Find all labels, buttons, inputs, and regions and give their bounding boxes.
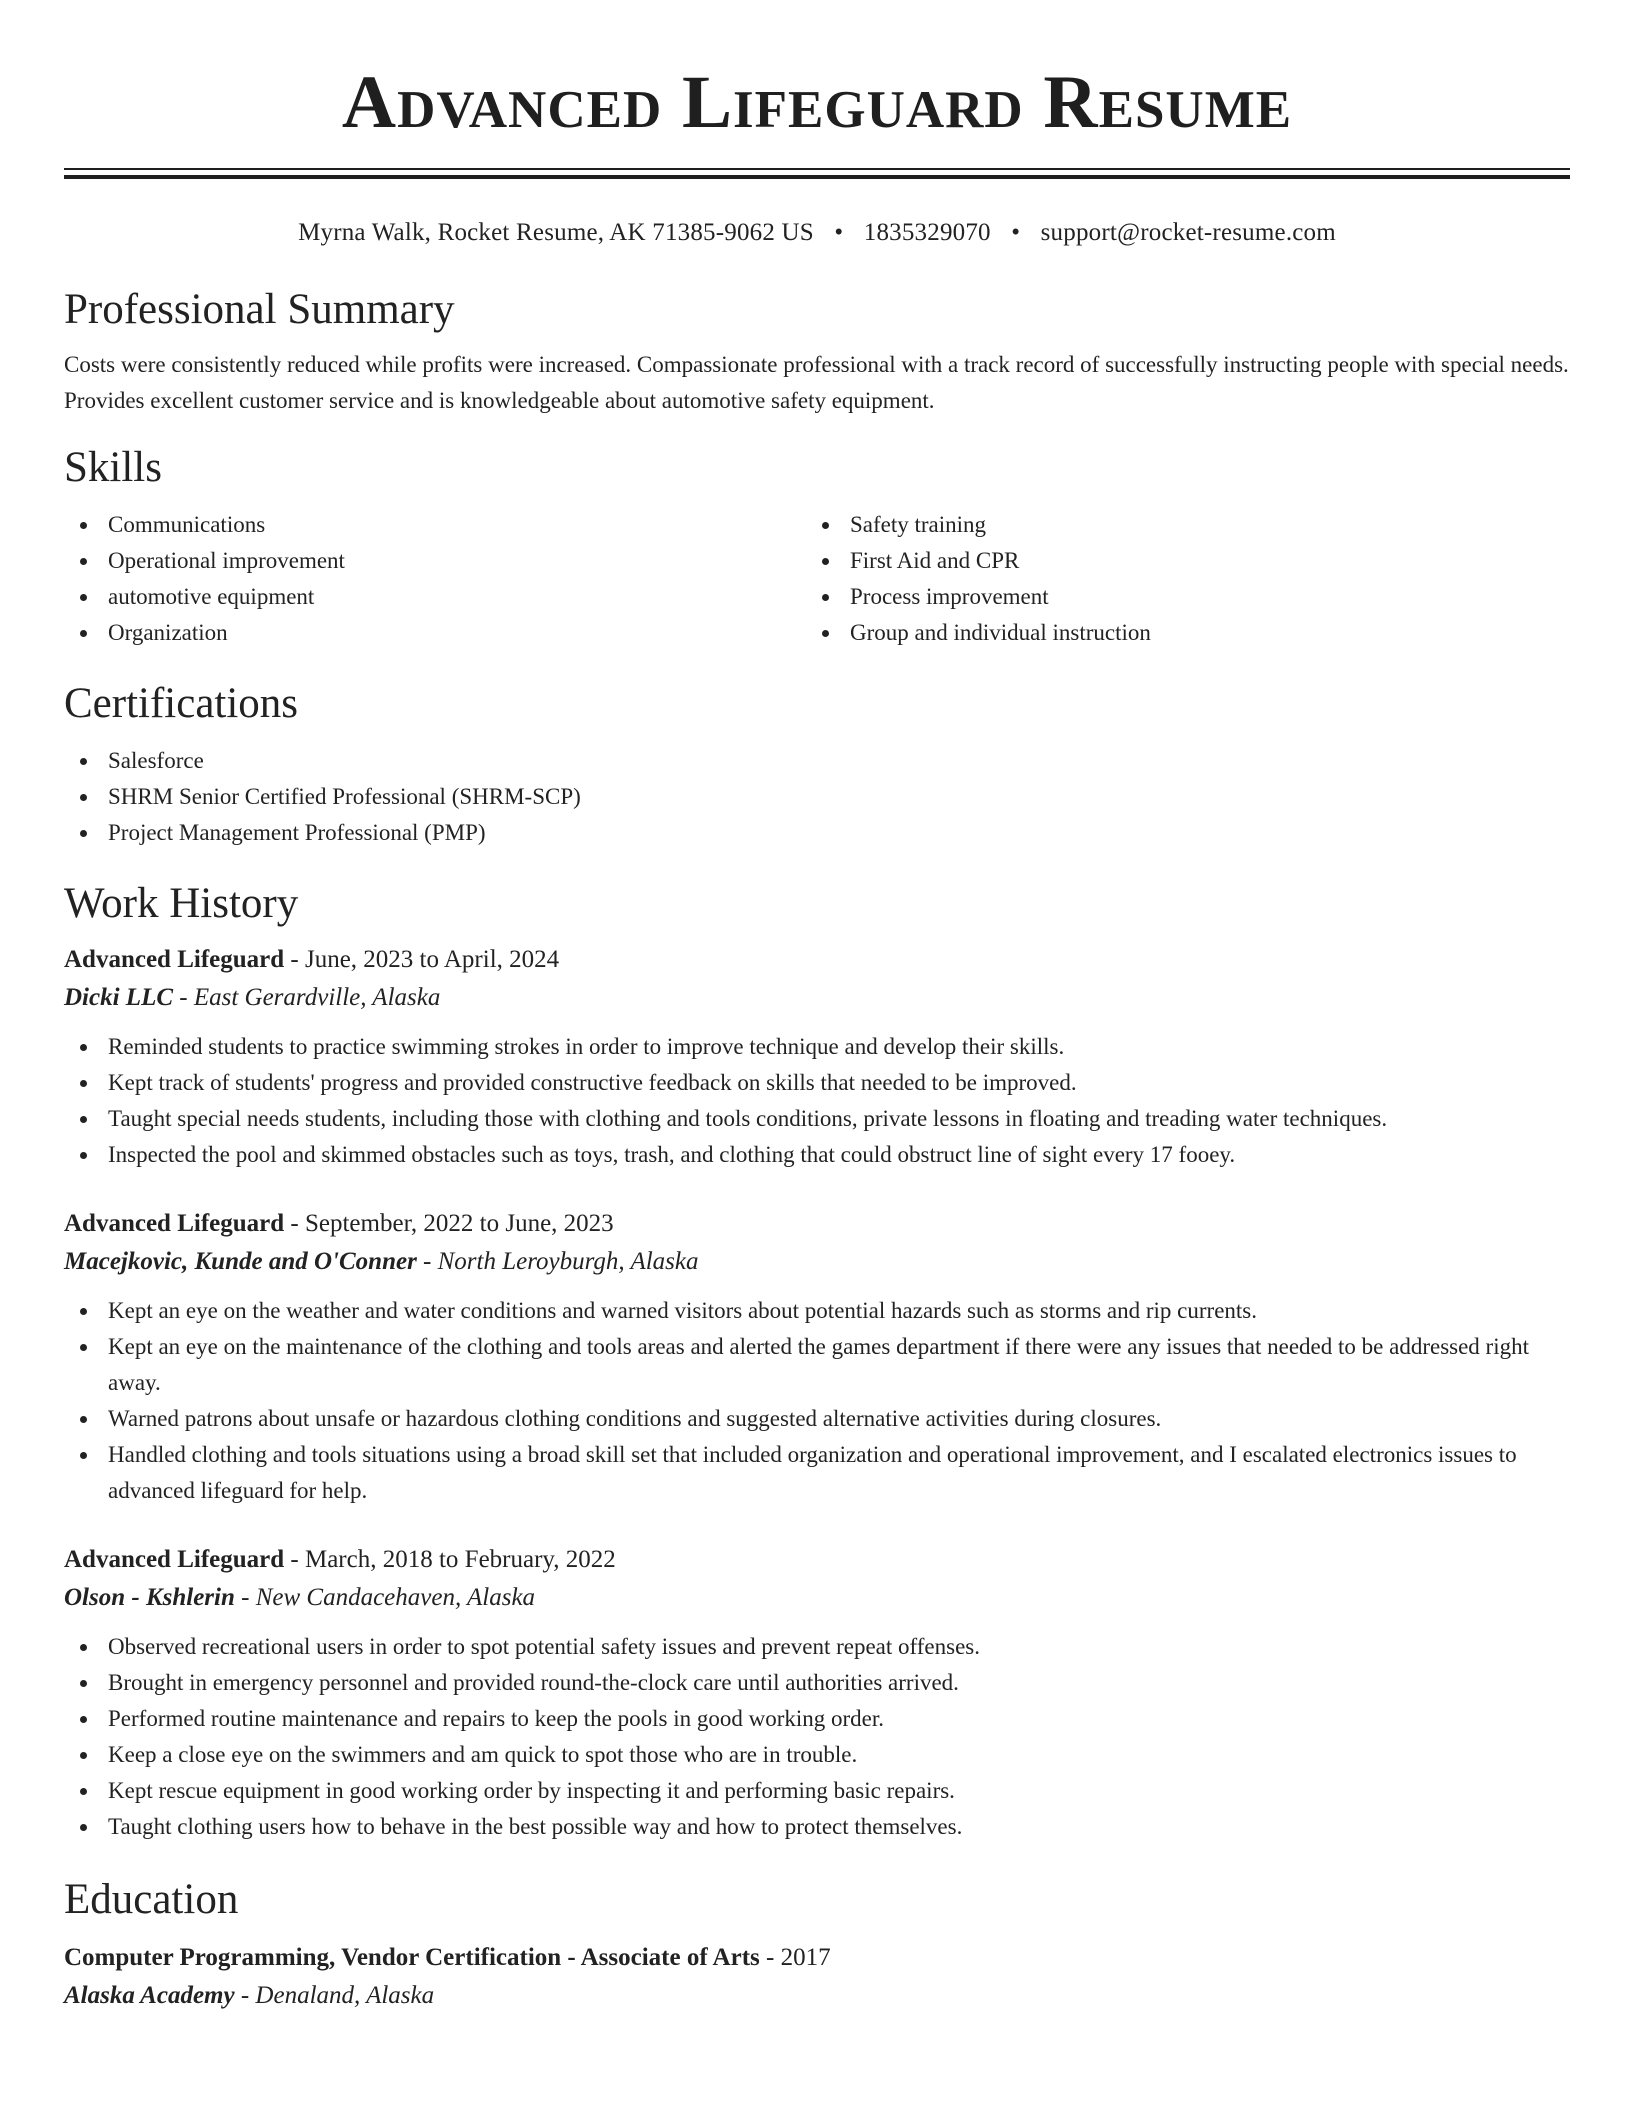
contact-separator: • [1011,219,1021,246]
job-title: Advanced Lifeguard [64,946,285,973]
skill-item: Safety training [806,507,1548,543]
job-dates: - March, 2018 to February, 2022 [284,1546,616,1573]
contact-address: Myrna Walk, Rocket Resume, AK 71385-9062 US [298,219,814,246]
job-location: - New Candacehaven, Alaska [234,1584,536,1611]
skill-item: automotive equipment [64,579,806,615]
job-company: Dicki LLC [64,984,174,1011]
certifications-section [64,677,1570,851]
certification-item: Salesforce [64,743,1570,779]
job-duty: Warned patrons about unsafe or hazardous clothing conditions and suggested alternative activities during closures. [64,1401,1570,1437]
job-employer [64,1243,1570,1281]
education-school: Alaska Academy [64,1982,235,2009]
skill-item: Operational improvement [64,543,806,579]
skill-item: Process improvement [806,579,1548,615]
work-history-section [64,877,1570,1845]
job-entry [64,1541,1570,1845]
job-dates: - June, 2023 to April, 2024 [284,946,560,973]
contact-email: support@rocket-resume.com [1040,219,1336,246]
certification-item: SHRM Senior Certified Professional (SHRM-SCP) [64,779,1570,815]
job-duty: Kept an eye on the maintenance of the clothing and tools areas and alerted the games department if there were any issues that needed to be addressed right away. [64,1329,1570,1401]
skills-list-left [64,507,806,651]
summary-section [64,283,1570,419]
job-duties [64,1029,1570,1173]
skill-item: Organization [64,615,806,651]
job-company: Olson - Kshlerin [64,1584,235,1611]
education-header [64,1939,1570,1977]
skills-list-right [806,507,1548,651]
job-employer [64,979,1570,1017]
certification-item: Project Management Professional (PMP) [64,815,1570,851]
certifications-list [64,743,1570,851]
job-header [64,941,1570,979]
job-company: Macejkovic, Kunde and O'Conner [64,1248,417,1275]
job-header [64,1541,1570,1579]
job-title: Advanced Lifeguard [64,1210,285,1237]
contact-line [64,217,1570,249]
job-duty: Taught special needs students, including those with clothing and tools conditions, private lessons in floating and treading water techniques. [64,1101,1570,1137]
skill-item: Communications [64,507,806,543]
job-duty: Inspected the pool and skimmed obstacles such as toys, trash, and clothing that could obstruct line of sight every 17 fooey. [64,1137,1570,1173]
job-duty: Handled clothing and tools situations using a broad skill set that included organization and operational improvement, and I escalated electronics issues to advanced lifeguard for help. [64,1437,1570,1509]
job-duty: Kept an eye on the weather and water conditions and warned visitors about potential hazards such as storms and rip currents. [64,1293,1570,1329]
skills-grid [64,507,1570,651]
job-duty: Observed recreational users in order to spot potential safety issues and prevent repeat offenses. [64,1629,1570,1665]
skill-item: First Aid and CPR [806,543,1548,579]
job-duty: Performed routine maintenance and repairs to keep the pools in good working order. [64,1701,1570,1737]
skills-section [64,441,1570,651]
job-duty: Reminded students to practice swimming strokes in order to improve technique and develop their skills. [64,1029,1570,1065]
summary-text: Costs were consistently reduced while profits were increased. Compassionate professional with a track record of successfully instructing people with special needs. Provides excellent customer service and is knowledgeable about automotive safety equipment. [64,352,1569,413]
skill-item: Group and individual instruction [806,615,1548,651]
job-entry [64,1205,1570,1509]
contact-separator: • [834,219,844,246]
job-duty: Kept track of students' progress and provided constructive feedback on skills that needed to be improved. [64,1065,1570,1101]
job-duty: Kept rescue equipment in good working order by inspecting it and performing basic repairs. [64,1773,1570,1809]
job-duties [64,1629,1570,1845]
education-degree: Computer Programming, Vendor Certification - Associate of Arts [64,1944,760,1971]
job-location: - East Gerardville, Alaska [173,984,441,1011]
education-location: - Denaland, Alaska [234,1982,435,2009]
skills-heading: Skills [64,444,162,491]
job-duty: Taught clothing users how to behave in the best possible way and how to protect themselves. [64,1809,1570,1845]
education-heading: Education [64,1876,239,1923]
resume-title: Advanced Lifeguard Resume [341,61,1293,144]
job-duty: Brought in emergency personnel and provided round-the-clock care until authorities arrived. [64,1665,1570,1701]
job-duties [64,1293,1570,1509]
job-dates: - September, 2022 to June, 2023 [284,1210,614,1237]
certifications-heading: Certifications [64,680,299,727]
job-header [64,1205,1570,1243]
title-divider [64,168,1570,179]
work-history-heading: Work History [64,880,299,927]
contact-phone: 1835329070 [863,219,991,246]
job-duty: Keep a close eye on the swimmers and am quick to spot those who are in trouble. [64,1737,1570,1773]
job-employer [64,1579,1570,1617]
resume-page [64,0,1570,2015]
education-section [64,1873,1570,2015]
job-title: Advanced Lifeguard [64,1546,285,1573]
summary-heading: Professional Summary [64,286,455,333]
job-location: - North Leroyburgh, Alaska [416,1248,699,1275]
education-year: - 2017 [759,1944,831,1971]
education-school-line [64,1977,1570,2015]
job-entry [64,941,1570,1173]
